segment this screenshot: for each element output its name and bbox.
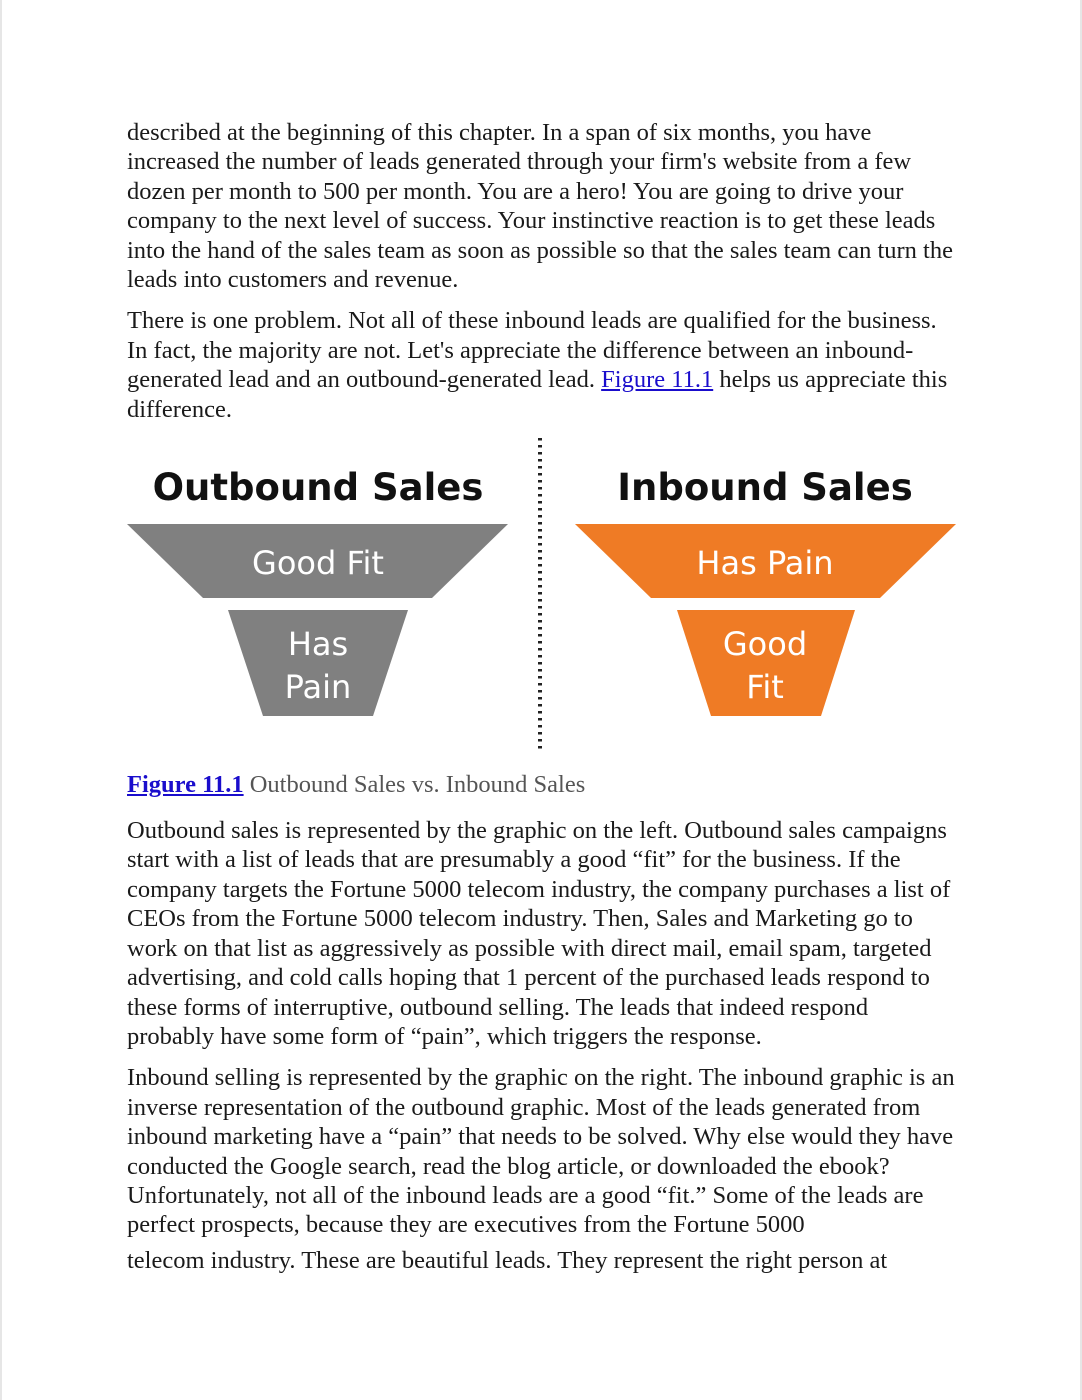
paragraph-4: Inbound selling is represented by the graphic on the right. The inbound graphic is an inverse representation of the outbound graphic. Most of the leads generated from inbound marketing have a “pain” that needs to be solved. Why else would they have conducted the Google search, read the blog article, or downloaded the ebook? Unfortunately, not all of the inbound leads are a good “fit.” Some of the leads are perfect prospects, because they are executives from the Fortune 5000 (127, 1064, 955, 1239)
inbound-bottom-label-line1: Good (722, 625, 808, 664)
paragraph-3: Outbound sales is represented by the graphic on the left. Outbound sales campaigns start with a list of leads that are presumably a good “fit” for the business. If the company targets the Fortune 5000 telecom industry, the company purchases a list of CEOs from the Fortune 5000 telecom industry. Then, Sales and Marketing go to work on that list as aggressively as possible with direct mail, email spam, targeted advertising, and cold calls hoping that 1 percent of the purchased leads respond to these forms of interruptive, outbound selling. The leads that indeed respond probably have some form of “pain”, which triggers the response. (127, 817, 951, 1050)
inbound-bottom-label-line2: Fit (746, 668, 784, 707)
funnel-diagram (127, 438, 957, 758)
outbound-bottom-label-line2: Pain (284, 668, 352, 707)
caption-text: Outbound Sales vs. Inbound Sales (243, 771, 586, 799)
figure-funnels (127, 438, 957, 758)
figure-11-1-link[interactable]: Figure 11.1 (601, 366, 714, 394)
paragraph-2-text-end: helps us appreciate this difference. (127, 366, 948, 423)
document-body (127, 118, 957, 1280)
paragraph-2-text-start: There is one problem. Not all of these inbound leads are qualified for the business. In fact, the majority are not. Let's appreciate the difference between an inbound-generated lead and an outbound-generated lead. (127, 307, 937, 394)
paragraph-2 (127, 306, 957, 424)
page-edge-left (0, 0, 2, 1400)
outbound-top-label: Good Fit (252, 544, 384, 583)
inbound-top-label: Has Pain (696, 544, 834, 583)
paragraph-4-cut-line: telecom industry. These are beautiful leads. They represent the right person at (127, 1247, 888, 1274)
paragraph-1: described at the beginning of this chapter. In a span of six months, you have increased the number of leads generated through your firm's website from a few dozen per month to 500 per month. You are a hero! You are going to drive your company to the next level of success. Your instinctive reaction is to get these leads into the hand of the sales team as soon as possible so that the sales team can turn the leads into customers and revenue. (127, 119, 953, 294)
cut-off-line (127, 1247, 957, 1276)
outbound-bottom-label-line1: Has (287, 625, 349, 664)
figure-caption (127, 770, 957, 800)
outbound-title: Outbound Sales (152, 466, 484, 510)
inbound-title: Inbound Sales (617, 466, 913, 510)
caption-figure-link[interactable]: Figure 11.1 (127, 771, 244, 799)
